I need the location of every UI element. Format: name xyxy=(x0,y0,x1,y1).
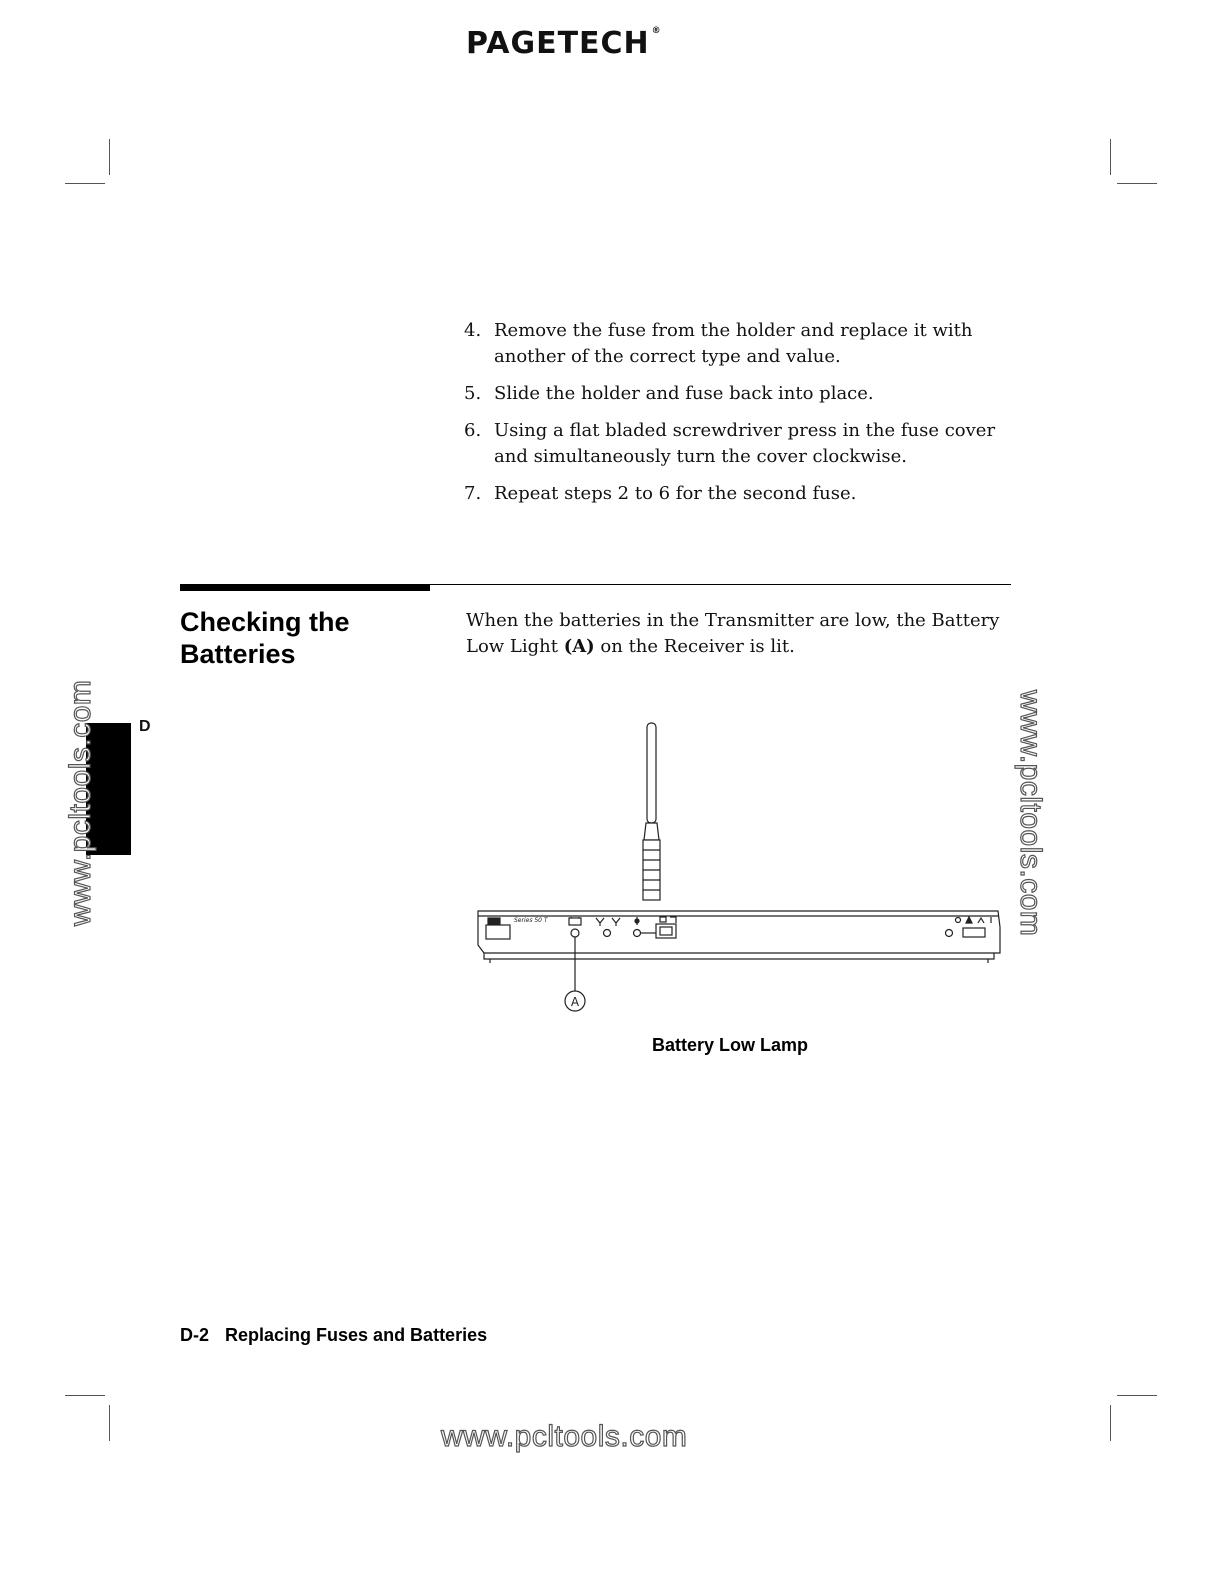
watermark-bottom: www.pcltools.com xyxy=(441,1420,688,1453)
page-number: D-2 xyxy=(180,1325,210,1345)
list-item: 4. Remove the fuse from the holder and replace it with another of the correct type and value. xyxy=(464,320,973,367)
figure-caption: Battery Low Lamp xyxy=(652,1035,809,1055)
crop-mark-bottom-left-v xyxy=(109,1405,110,1441)
section-heading: Checking the Batteries xyxy=(180,607,350,669)
section-paragraph: When the batteries in the Transmitter are low, the Battery Low Light (A) on the Receiver is lit. xyxy=(466,610,1000,657)
crop-mark-bottom-left-h xyxy=(65,1395,105,1396)
list-item: 7. Repeat steps 2 to 6 for the second fuse. xyxy=(464,483,857,504)
crop-mark-bottom-right-v xyxy=(1110,1405,1111,1441)
antenna xyxy=(643,723,660,900)
chapter-tab-letter: D xyxy=(139,718,151,735)
section-rule-thick xyxy=(180,584,430,591)
receiver-illustration xyxy=(470,715,1010,1015)
list-item: 6. Using a flat bladed screwdriver press in the fuse cover and simultaneously turn the cover clockwise. xyxy=(464,420,996,467)
section-rule-thin xyxy=(430,584,1011,585)
watermark-right: www.pcltools.com xyxy=(1014,690,1047,937)
crop-mark-top-left-v xyxy=(109,139,110,175)
receiver-body xyxy=(478,911,1000,963)
crop-mark-top-left-h xyxy=(65,183,105,184)
crop-mark-bottom-right-h xyxy=(1117,1395,1157,1396)
callout-label: A xyxy=(570,995,580,1009)
crop-mark-top-right-v xyxy=(1110,139,1111,175)
page-footer xyxy=(180,1325,487,1346)
fuse-steps-list xyxy=(464,318,1024,518)
chapter-title: Replacing Fuses and Batteries xyxy=(225,1325,488,1345)
registered-mark: ® xyxy=(651,26,662,36)
hp-logo-icon xyxy=(488,918,500,924)
crop-mark-top-right-h xyxy=(1117,183,1157,184)
pagetech-logo xyxy=(466,26,662,61)
device-label: Series 50 T xyxy=(514,917,548,924)
watermark-left: www.pcltools.com xyxy=(64,679,97,926)
list-item: 5. Slide the holder and fuse back into place. xyxy=(464,383,874,404)
logo-text: PAGETECH xyxy=(466,26,650,61)
